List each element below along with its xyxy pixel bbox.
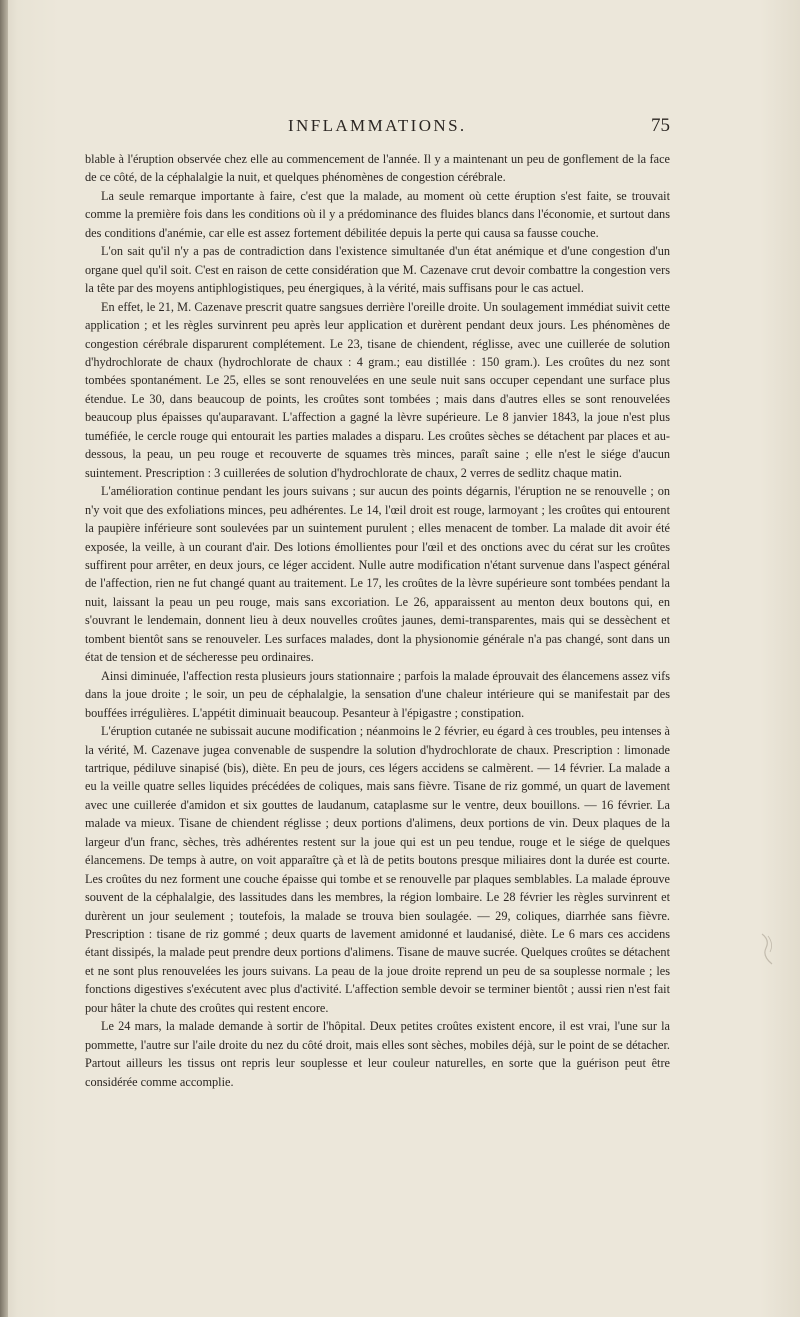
paragraph: L'éruption cutanée ne subissait aucune modification ; néanmoins le 2 février, eu égard à ces troubles, peu intenses à la vérité, M. Cazenave jugea convenable de suspendre la solution d'hydrochlorate de chaux. Prescription : limonade tartrique, pédiluve sinapisé (bis), diète. En peu de jours, ces légers accidens se calmèrent. — 14 février. La malade a eu la veille quatre selles liquides précédées de coliques, mais sans fièvre. Tisane de riz gommé, un quart de lavement avec une cuillerée d'amidon et six gouttes de laudanum, cataplasme sur le ventre, deux bouillons. — 16 février. La malade va mieux. Tisane de chiendent réglisse ; deux portions d'alimens, deux portions de vin. Deux plaques de la largeur d'un franc, sèches, très adhérentes restent sur la joue qui est un peu tendue, rouge et le siége de quelques élancemens. De temps à autre, on voit apparaître çà et là de petits boutons presque miliaires dont la durée est courte. Les croûtes du nez forment une couche épaisse qui tombe et se renouvelle par plaques semblables. La malade éprouve souvent de la céphalalgie, des lassitudes dans les membres, la région lombaire. Le 28 février les règles survinrent et durèrent un jour seulement ; toutefois, la malade se trouva bien soulagée. — 29, coliques, diarrhée sans fièvre. Prescription : tisane de riz gommé ; deux quarts de lavement amidonné et laudanisé, diète. Le 6 mars ces accidens étant dissipés, la malade peut prendre deux portions d'alimens. Tisane de mauve sucrée. Quelques croûtes se détachent et ne sont plus renouvelées les jours suivans. La peau de la joue droite reprend un peu de sa souplesse normale ; les fonctions digestives s'exécutent avec plus d'activité. L'affection semble devoir se terminer bientôt ; aussi rien n'est fait pour hâter la chute des croûtes qui restent encore. [85,724,670,1015]
page-header [85,116,670,140]
page-spine-shadow [0,0,8,1317]
paragraph: Le 24 mars, la malade demande à sortir de l'hôpital. Deux petites croûtes existent encore, il est vrai, l'une sur la pommette, l'autre sur l'aile droite du nez du côté droit, mais elles sont sèches, mobiles déjà, sur le point de se détacher. Partout ailleurs les tissus ont repris leur souplesse et leur couleur naturelles, en sorte que la guérison peut être considérée comme accomplie. [85,1019,670,1089]
paragraph: L'on sait qu'il n'y a pas de contradiction dans l'existence simultanée d'un état anémique et d'une congestion d'un organe quel qu'il soit. C'est en raison de cette considération que M. Cazenave crut devoir combattre la congestion vers la tête par des moyens antiphlogistiques, peu énergiques, à la vérité, mais suffisans pour le cas actuel. [85,244,670,296]
body-text [85,150,670,1091]
paragraph: En effet, le 21, M. Cazenave prescrit quatre sangsues derrière l'oreille droite. Un soulagement immédiat suivit cette application ; et les règles survinrent peu après leur application et durèrent pendant deux jours. Les phénomènes de congestion cérébrale disparurent complétement. Le 23, tisane de chiendent, réglisse, avec une cuillerée de solution d'hydrochlorate de chaux (hydrochlorate de chaux : 4 gram.; eau distillée : 150 gram.). Les croûtes du nez sont tombées spontanément. Le 25, elles se sont renouvelées en une seule nuit sans occuper cependant une surface plus étendue. Le 30, dans beaucoup de points, les croûtes sont tombées ; mais dans d'autres elles se sont renouvelées beaucoup plus épaisses qu'auparavant. L'affection a gagné la lèvre supérieure. Le 8 janvier 1843, la joue n'est plus tuméfiée, le cercle rouge qui entourait les parties malades a disparu. Les croûtes sèches se détachent par places et au-dessous, la peau, un peu rouge et recouverte de squames très minces, paraît saine ; elle n'est le siége d'aucun suintement. Prescription : 3 cuillerées de solution d'hydrochlorate de chaux, 2 verres de sedlitz chaque matin. [85,299,670,480]
paragraph: Ainsi diminuée, l'affection resta plusieurs jours stationnaire ; parfois la malade éprouvait des élancemens assez vifs dans la joue droite ; le soir, un peu de céphalalgie, la sensation d'une chaleur intérieure qui se manifestait par des bouffées irrégulières. L'appétit diminuait beaucoup. Pesanteur à l'épigastre ; constipation. [85,668,670,720]
paragraph: blable à l'éruption observée chez elle au commencement de l'année. Il y a maintenant un peu de gonflement de la face de ce côté, de la céphalalgie la nuit, et quelques phénomènes de congestion cérébrale. [85,152,670,185]
paragraph: La seule remarque importante à faire, c'est que la malade, au moment où cette éruption s'est faite, se trouvait comme la première fois dans les conditions où il y a prédominance des fluides blancs dans l'économie, et surtout dans des conditions d'anémie, car elle est assez fortement débilitée depuis la perte qui causa sa fausse couche. [85,188,670,240]
margin-smudge-mark [756,930,780,970]
paragraph: L'amélioration continue pendant les jours suivans ; sur aucun des points dégarnis, l'éruption ne se renouvelle ; on n'y voit que des exfoliations minces, peu adhérentes. Le 14, l'œil droit est rouge, larmoyant ; les croûtes qui entourent la paupière inférieure sont soulevées par un suintement purulent ; elles menacent de tomber. La malade dit avoir été exposée, la veille, à un courant d'air. Des lotions émollientes pour l'œil et des onctions avec du cérat sur les croûtes suffirent pour arrêter, en deux jours, ce léger accident. Nulle autre modification n'étant survenue dans l'aspect général de l'affection, rien ne fut changé quant au traitement. Le 17, les croûtes de la lèvre supérieure sont tombées pendant la nuit, laissant la peau un peu rouge, mais sans excoriation. Le 26, apparaissent au menton deux boutons qui, en s'ouvrant le lendemain, donnent lieu à deux nouvelles croûtes jaunes, demi-transparentes, mais qui se dessèchent et tombent bientôt sans se renouveler. Les surfaces malades, dont la physionomie générale n'a pas changé, sont dans un état de tension et de sécheresse peu ordinaires. [85,484,670,665]
running-title: INFLAMMATIONS. [288,116,467,135]
page-number: 75 [651,115,670,136]
